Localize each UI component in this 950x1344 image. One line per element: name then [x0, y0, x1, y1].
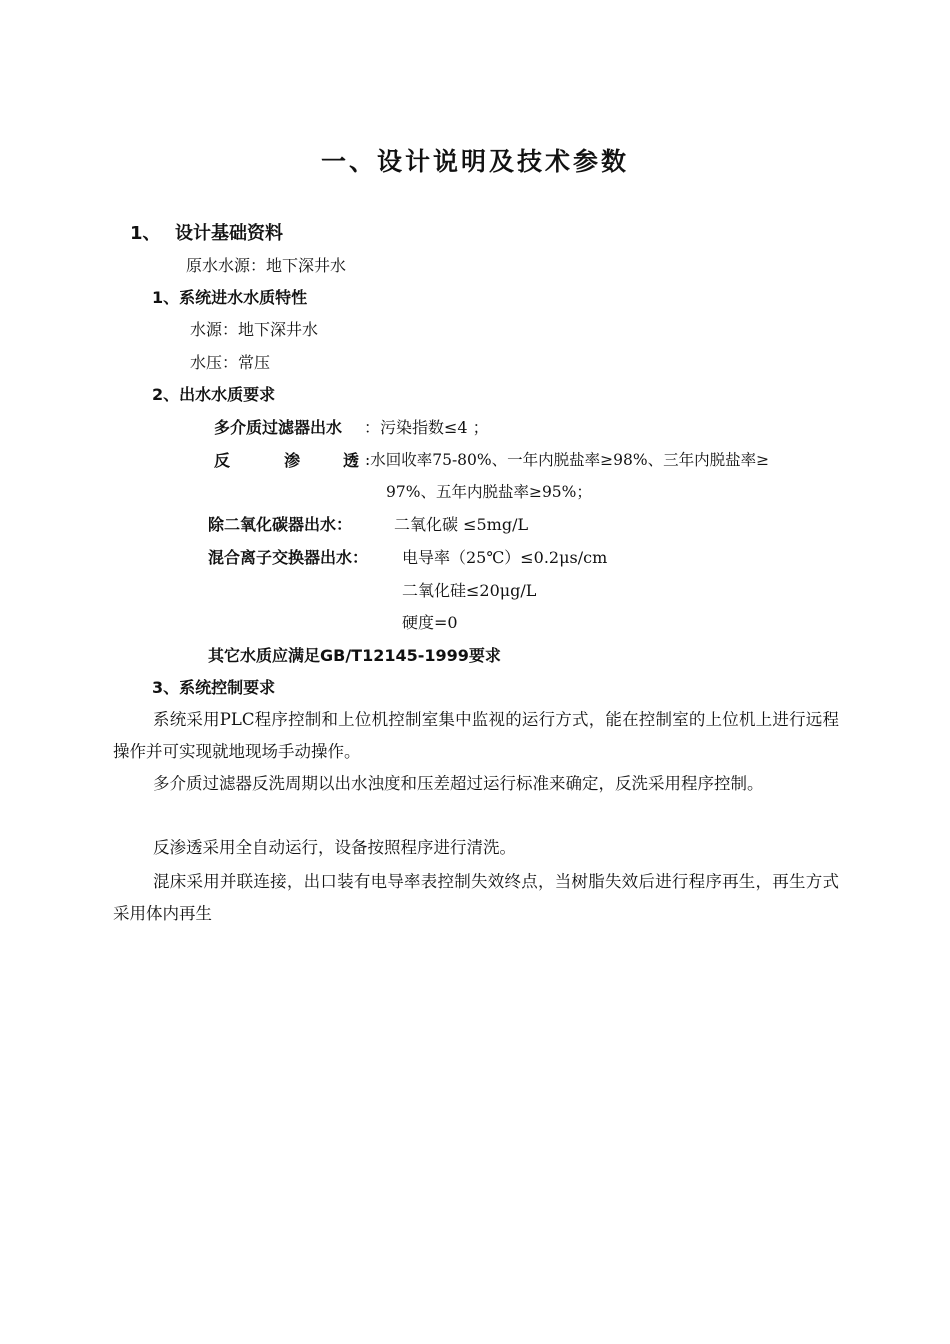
other-quality-requirement: 其它水质应满足GB/T12145-1999要求 — [208, 646, 501, 665]
control-paragraph: 系统采用PLC程序控制和上位机控制室集中监视的运行方式，能在控制室的上位机上进行远程操作并可实现就地现场手动操作。 — [113, 710, 839, 761]
page-title: 一、设计说明及技术参数 — [320, 147, 629, 176]
ro-label-char: 透 — [343, 451, 360, 470]
mixed-bed-label: 混合离子交换器出水： — [208, 548, 369, 567]
co2-remover-value: 二氧化碳 ≤5mg/L — [394, 515, 529, 534]
subsection-heading-effluent: 2、出水水质要求 — [152, 385, 276, 404]
section-number: 1、 — [130, 223, 161, 244]
control-paragraph: 多介质过滤器反洗周期以出水浊度和压差超过运行标准来确定，反洗采用程序控制。 — [153, 774, 764, 793]
influent-line: 水源：地下深井水 — [190, 320, 319, 339]
section-heading: 设计基础资料 — [175, 223, 283, 244]
multimedia-filter-label: 多介质过滤器出水 — [214, 418, 343, 437]
co2-remover-label: 除二氧化碳器出水： — [208, 515, 353, 534]
subsection-heading-influent: 1、系统进水水质特性 — [152, 288, 308, 307]
raw-water-source: 原水水源：地下深井水 — [186, 256, 347, 275]
mixed-bed-value: 硬度=0 — [402, 613, 458, 632]
multimedia-filter-value: ：污染指数≤4 ； — [364, 418, 489, 437]
mixed-bed-value: 电导率（25℃）≤0.2μs/cm — [402, 548, 608, 567]
mixed-bed-value: 二氧化硅≤20μg/L — [402, 581, 537, 600]
control-paragraph: 反渗透采用全自动运行，设备按照程序进行清洗。 — [153, 838, 516, 857]
ro-value-line: :水回收率75-80%、一年内脱盐率≥98%、三年内脱盐率≥ — [365, 451, 770, 469]
ro-value-line: 97%、五年内脱盐率≥95%； — [386, 483, 592, 501]
influent-line: 水压：常压 — [190, 353, 271, 372]
control-paragraph: 混床采用并联连接，出口装有电导率表控制失效终点，当树脂失效后进行程序再生，再生方式采用体内再生 — [113, 872, 839, 923]
ro-label-char: 渗 — [284, 451, 301, 470]
subsection-heading-control: 3、系统控制要求 — [152, 678, 276, 697]
ro-label-char: 反 — [214, 451, 231, 470]
